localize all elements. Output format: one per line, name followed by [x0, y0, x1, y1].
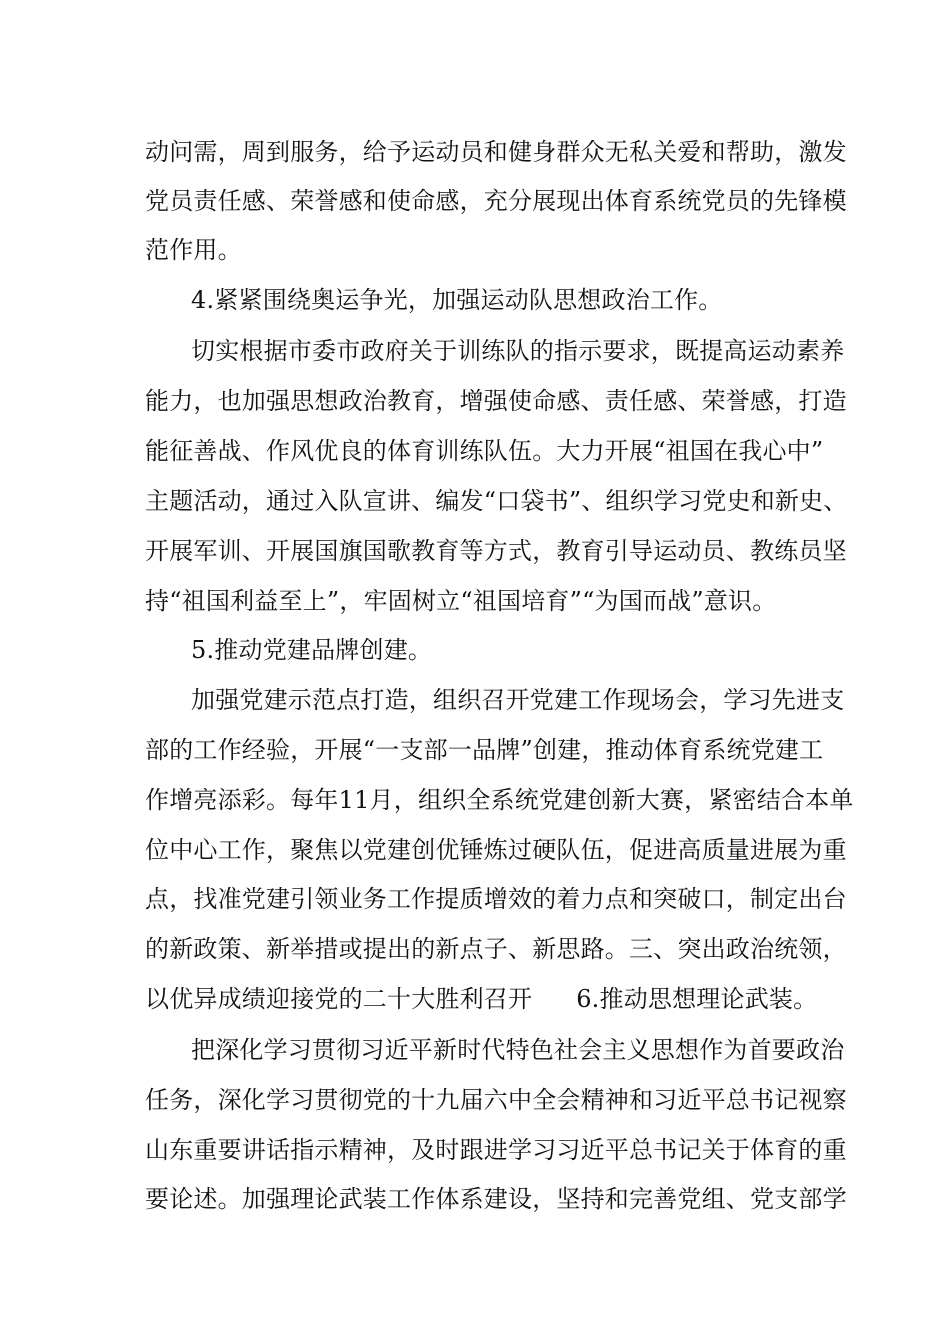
section-heading-6: 6.推动思想理论武装。	[576, 985, 818, 1013]
paragraph-line: 作增亮添彩。每年11月，组织全系统党建创新大赛，紧密结合本单	[145, 786, 854, 814]
paragraph-line: 范作用。	[145, 236, 242, 264]
paragraph-line: 持“祖国利益至上”，牢固树立“祖国培育”“为国而战”意识。	[145, 587, 777, 615]
paragraph-line: 开展军训、开展国旗国歌教育等方式，教育引导运动员、教练员坚	[145, 537, 847, 565]
paragraph-line: 点，找准党建引领业务工作提质增效的着力点和突破口，制定出台	[145, 885, 847, 913]
section-heading-5: 5.推动党建品牌创建。	[191, 636, 433, 664]
paragraph-line: 能力，也加强思想政治教育，增强使命感、责任感、荣誉感，打造	[145, 387, 847, 415]
paragraph-line: 动问需，周到服务，给予运动员和健身群众无私关爱和帮助，激发	[145, 138, 847, 166]
paragraph-line: 能征善战、作风优良的体育训练队伍。大力开展“祖国在我心中”	[145, 437, 824, 465]
section-heading-3: 以优异成绩迎接党的二十大胜利召开	[145, 985, 533, 1013]
paragraph-line: 山东重要讲话指示精神，及时跟进学习习近平总书记关于体育的重	[145, 1136, 847, 1164]
paragraph-line	[145, 979, 835, 1019]
paragraph-line: 任务，深化学习贯彻党的十九届六中全会精神和习近平总书记视察	[145, 1086, 847, 1114]
paragraph-line: 切实根据市委市政府关于训练队的指示要求，既提高运动素养	[191, 337, 845, 365]
paragraph-line: 部的工作经验，开展“一支部一品牌”创建，推动体育系统党建工	[145, 736, 824, 764]
paragraph-line: 加强党建示范点打造，组织召开党建工作现场会，学习先进支	[191, 686, 845, 714]
paragraph-line: 要论述。加强理论武装工作体系建设，坚持和完善党组、党支部学	[145, 1185, 847, 1213]
paragraph-line: 党员责任感、荣誉感和使命感，充分展现出体育系统党员的先锋模	[145, 187, 847, 215]
paragraph-line: 把深化学习贯彻习近平新时代特色社会主义思想作为首要政治	[191, 1036, 845, 1064]
section-heading-4: 4.紧紧围绕奥运争光，加强运动队思想政治工作。	[191, 286, 723, 314]
paragraph-line: 的新政策、新举措或提出的新点子、新思路。三、突出政治统领，	[145, 935, 847, 963]
paragraph-line: 位中心工作，聚焦以党建创优锤炼过硬队伍，促进高质量进展为重	[145, 836, 847, 864]
paragraph-line: 主题活动，通过入队宣讲、编发“口袋书”、组织学习党史和新史、	[145, 487, 848, 515]
